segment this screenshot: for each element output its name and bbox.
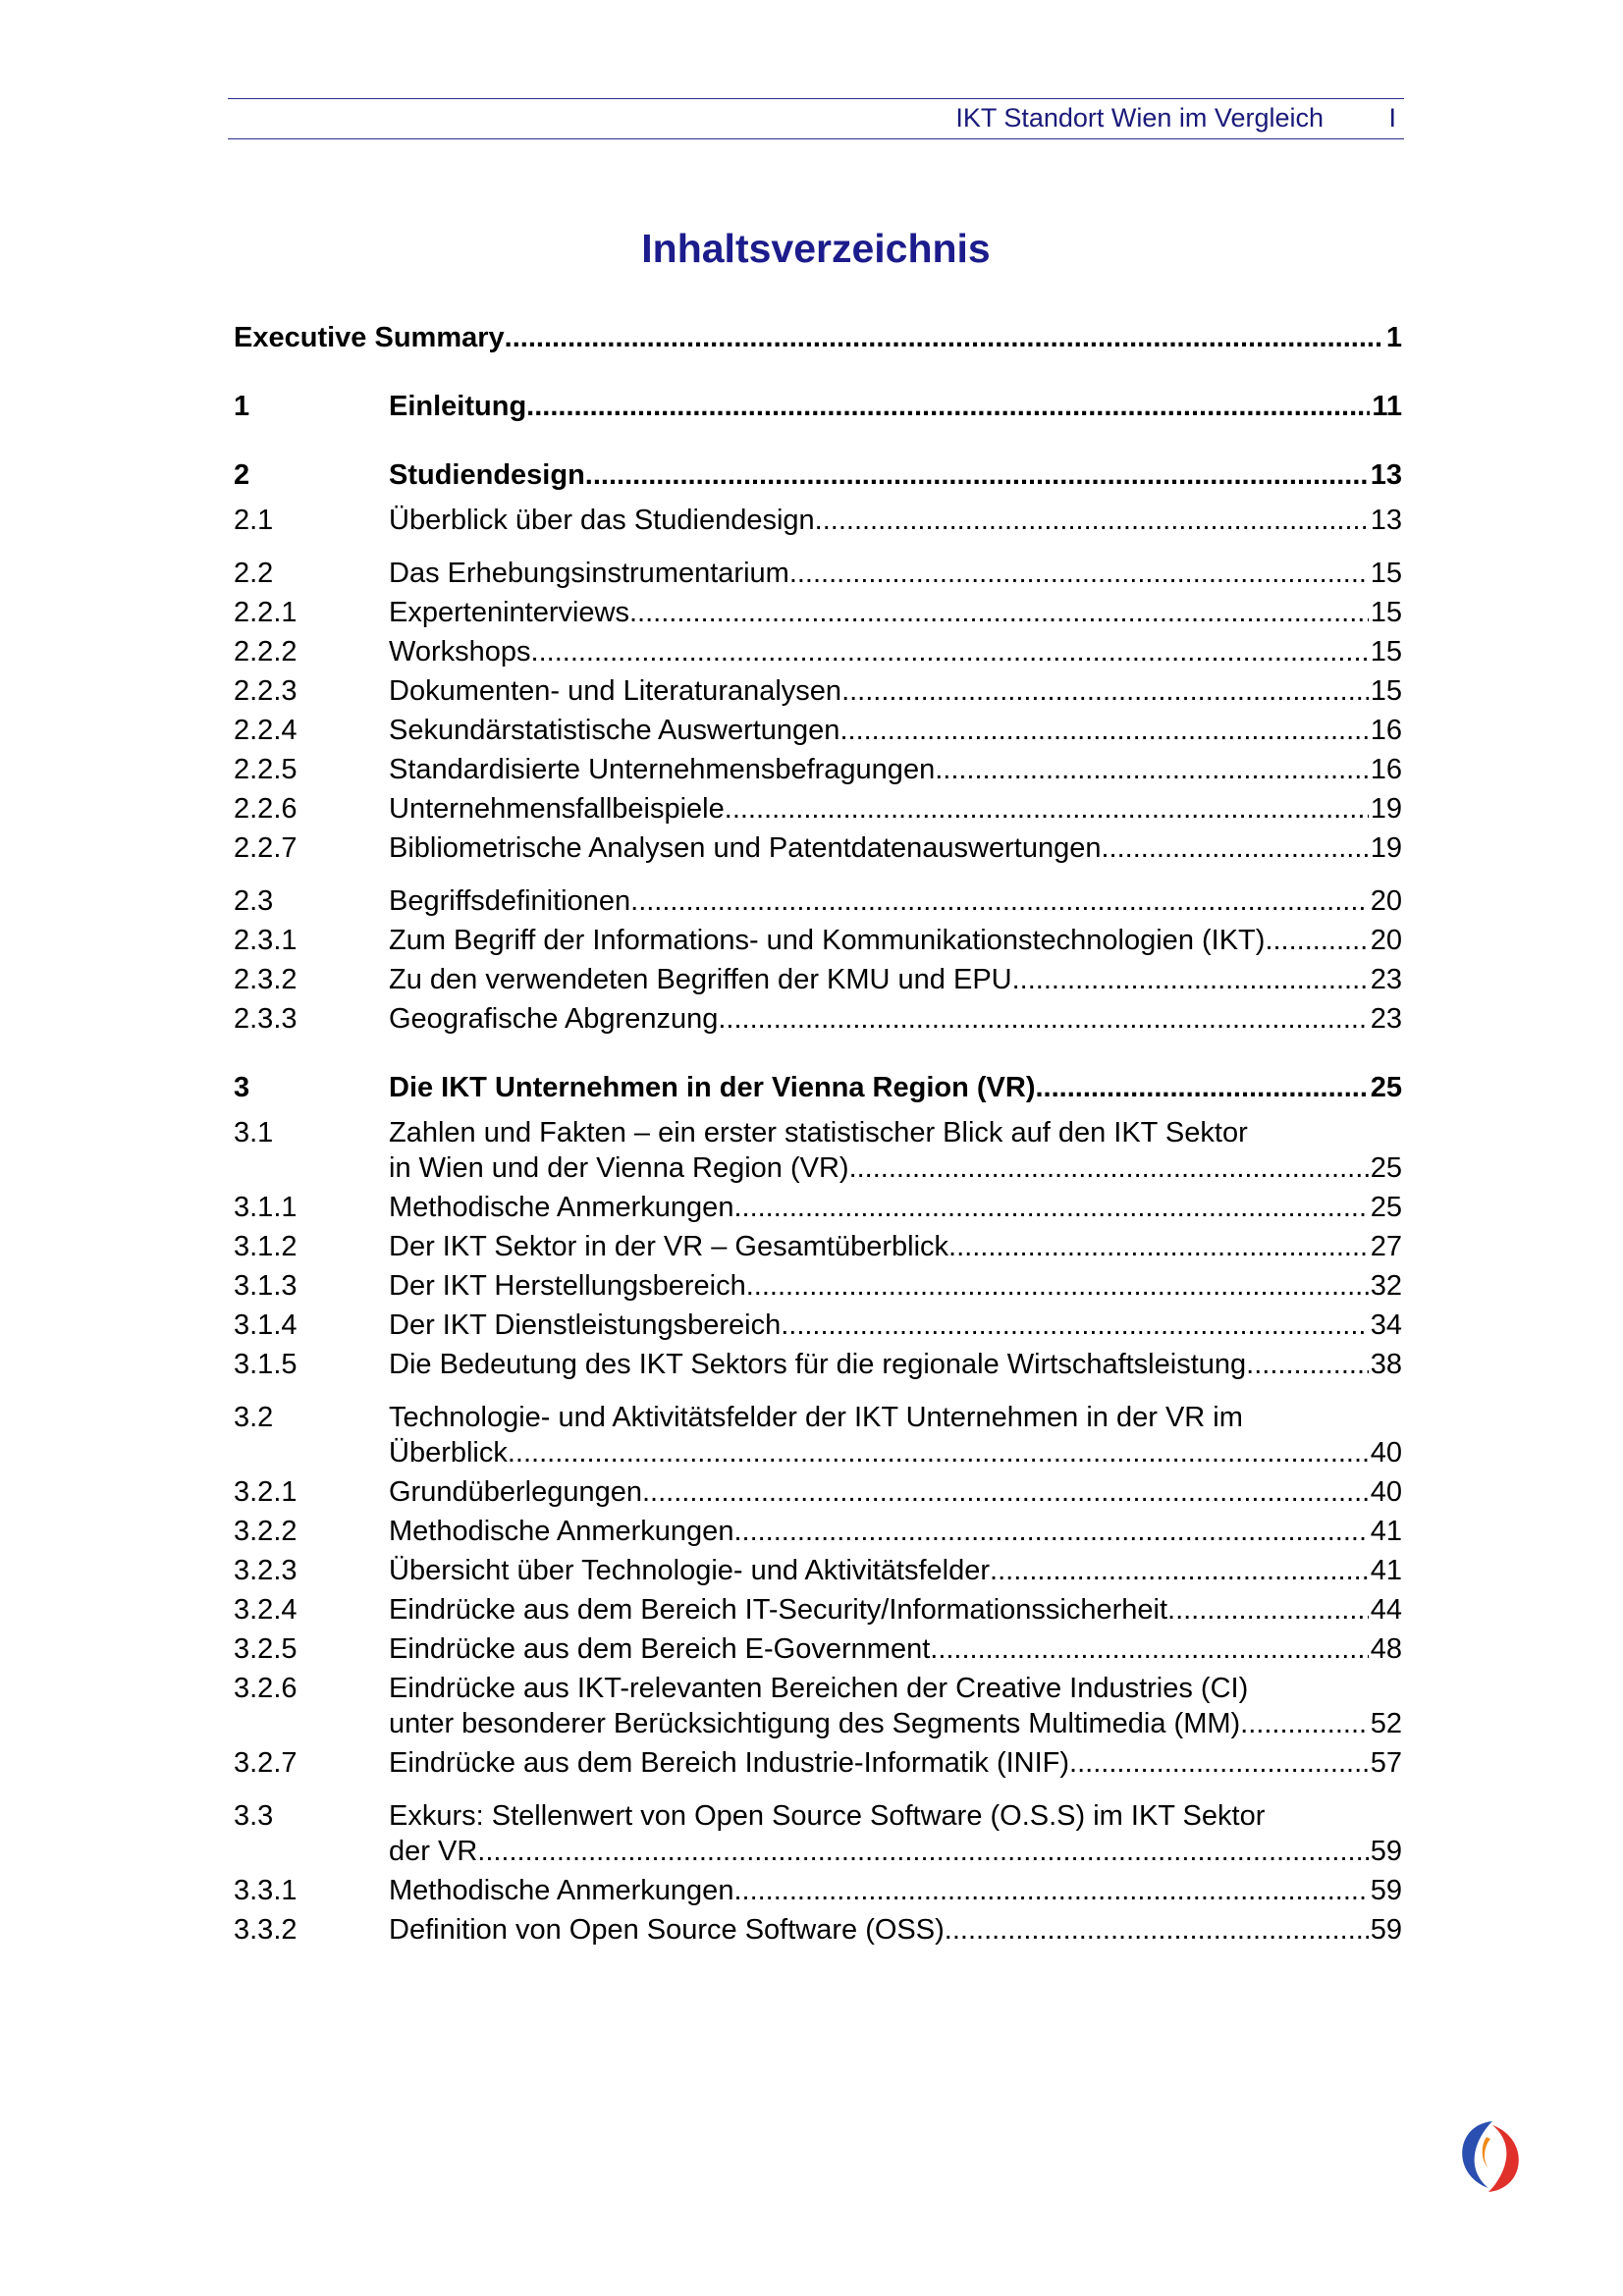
- toc-entry[interactable]: [234, 1115, 1402, 1186]
- toc-entry-title: Experteninterviews: [389, 597, 629, 628]
- toc-entry-number: 3.2.6: [234, 1673, 298, 1704]
- toc-entry[interactable]: [234, 1631, 1402, 1667]
- toc-dot-leader: [1265, 923, 1368, 958]
- toc-entry[interactable]: [234, 1671, 1402, 1741]
- toc-entry[interactable]: [234, 320, 1402, 355]
- toc-entry-title: Unternehmensfallbeispiele: [389, 793, 725, 825]
- toc-entry[interactable]: [234, 556, 1402, 591]
- toc-entry-number: 2.3.2: [234, 964, 298, 995]
- toc-entry-page: 20: [1370, 885, 1402, 917]
- toc-entry[interactable]: [234, 634, 1402, 669]
- toc-entry-title: Zum Begriff der Informations- und Kommunikationstechnologien (IKT): [389, 925, 1266, 956]
- page-title: Inhaltsverzeichnis: [641, 226, 991, 271]
- toc-entry-page: 25: [1370, 1152, 1402, 1184]
- toc-dot-leader: [1012, 962, 1369, 997]
- toc-entry-number: 3.1.3: [234, 1270, 298, 1302]
- toc-entry-title: Geografische Abgrenzung: [389, 1003, 719, 1035]
- toc-entry[interactable]: [234, 1070, 1402, 1105]
- toc-entry-title: Eindrücke aus dem Bereich Industrie-Informatik (INIF): [389, 1747, 1070, 1779]
- toc-entry-number: 2.3: [234, 885, 274, 917]
- toc-entry[interactable]: [234, 503, 1402, 538]
- toc-entry-page: 34: [1370, 1309, 1402, 1341]
- toc-dot-leader: [642, 1474, 1369, 1510]
- toc-entry[interactable]: [234, 883, 1402, 919]
- toc-entry-title: Der IKT Dienstleistungsbereich: [389, 1309, 782, 1341]
- toc-entry-title: Dokumenten- und Literaturanalysen: [389, 675, 842, 707]
- toc-entry-page: 25: [1370, 1192, 1402, 1223]
- toc-entry-page: 23: [1370, 964, 1402, 995]
- toc-entry-number: 3.2.4: [234, 1594, 298, 1626]
- toc-entry-title: Grundüberlegungen: [389, 1476, 642, 1508]
- toc-entry-title: Eindrücke aus dem Bereich E-Government: [389, 1633, 931, 1665]
- toc-entry-page: 15: [1370, 558, 1402, 589]
- toc-entry-page: 40: [1370, 1437, 1402, 1468]
- toc-entry[interactable]: [234, 830, 1402, 866]
- toc-entry-page: 59: [1370, 1914, 1402, 1946]
- toc-entry-title-line1: Zahlen und Fakten – ein erster statistischer Blick auf den IKT Sektor: [389, 1117, 1248, 1148]
- toc-entry-title: Bibliometrische Analysen und Patentdatenauswertungen: [389, 832, 1102, 864]
- toc-entry-title: Definition von Open Source Software (OSS): [389, 1914, 945, 1946]
- toc-entry-number: 2.2.5: [234, 754, 298, 785]
- toc-entry-number: 3.2.1: [234, 1476, 298, 1508]
- toc-dot-leader: [733, 1190, 1368, 1225]
- toc-dot-leader: [477, 1834, 1368, 1869]
- publisher-logo-icon: [1453, 2115, 1524, 2198]
- toc-entry[interactable]: [234, 1553, 1402, 1588]
- toc-entry-page: 19: [1370, 793, 1402, 825]
- toc-entry[interactable]: [234, 1229, 1402, 1264]
- toc-entry-title: Eindrücke aus dem Bereich IT-Security/Informationssicherheit: [389, 1594, 1168, 1626]
- toc-entry-page: 20: [1370, 925, 1402, 956]
- toc-entry-page: 13: [1370, 505, 1402, 536]
- toc-entry-title: Begriffsdefinitionen: [389, 885, 631, 917]
- toc-entry-title: Übersicht über Technologie- und Aktivitätsfelder: [389, 1555, 991, 1586]
- toc-dot-leader: [930, 1631, 1368, 1667]
- toc-entry-number: 2: [234, 459, 250, 491]
- toc-entry[interactable]: [234, 962, 1402, 997]
- toc-entry-page: 41: [1370, 1516, 1402, 1547]
- toc-entry-title: Standardisierte Unternehmensbefragungen: [389, 754, 936, 785]
- toc-entry-title-line1: Exkurs: Stellenwert von Open Source Software (O.S.S) im IKT Sektor: [389, 1800, 1266, 1832]
- toc-entry-number: 3.1.2: [234, 1231, 298, 1262]
- toc-dot-leader: [733, 1514, 1368, 1549]
- toc-dot-leader: [746, 1268, 1369, 1304]
- toc-entry-title: Einleitung: [389, 391, 527, 422]
- toc-dot-leader: [508, 1435, 1369, 1470]
- toc-dot-leader: [1036, 1070, 1369, 1105]
- toc-entry[interactable]: [234, 713, 1402, 748]
- toc-entry-number: 2.3.1: [234, 925, 298, 956]
- toc-entry-page: 57: [1370, 1747, 1402, 1779]
- toc-entry-page: 44: [1370, 1594, 1402, 1626]
- toc-entry-number: 3.1.1: [234, 1192, 298, 1223]
- toc-entry-title: Studiendesign: [389, 459, 585, 491]
- toc-entry-title: Methodische Anmerkungen: [389, 1516, 734, 1547]
- toc-entry-title: Der IKT Sektor in der VR – Gesamtüberblick: [389, 1231, 949, 1262]
- toc-entry-number: 2.2.4: [234, 715, 298, 746]
- toc-dot-leader: [1240, 1706, 1369, 1741]
- toc-entry[interactable]: [234, 1400, 1402, 1470]
- toc-entry-number: 3.1.5: [234, 1349, 298, 1380]
- toc-dot-leader: [849, 1150, 1369, 1186]
- toc-dot-leader: [630, 883, 1369, 919]
- toc-entry-number: 2.1: [234, 505, 274, 536]
- toc-entry-number: 1: [234, 391, 250, 422]
- toc-entry-title-line1: Technologie- und Aktivitätsfelder der IKT Unternehmen in der VR im: [389, 1402, 1243, 1433]
- toc-entry-title: in Wien und der Vienna Region (VR): [389, 1152, 849, 1184]
- toc-entry-page: 13: [1370, 459, 1402, 491]
- toc-dot-leader: [1101, 830, 1368, 866]
- toc-entry-page: 32: [1370, 1270, 1402, 1302]
- toc-entry-page: 41: [1370, 1555, 1402, 1586]
- toc-entry-title: Der IKT Herstellungsbereich: [389, 1270, 746, 1302]
- toc-entry[interactable]: [234, 389, 1402, 424]
- toc-entry-title: Das Erhebungsinstrumentarium: [389, 558, 789, 589]
- toc-entry-page: 16: [1370, 715, 1402, 746]
- toc-entry-number: 2.2.7: [234, 832, 298, 864]
- toc-entry-number: 3.1.4: [234, 1309, 298, 1341]
- toc-dot-leader: [815, 503, 1369, 538]
- toc-entry[interactable]: [234, 1745, 1402, 1781]
- toc-entry-title: Die IKT Unternehmen in der Vienna Region (VR): [389, 1072, 1036, 1103]
- toc-dot-leader: [733, 1873, 1368, 1908]
- toc-dot-leader: [789, 556, 1369, 591]
- toc-entry-page: 15: [1370, 597, 1402, 628]
- running-header-title: IKT Standort Wien im Vergleich: [955, 103, 1324, 133]
- toc-dot-leader: [1167, 1592, 1369, 1628]
- toc-entry[interactable]: [234, 923, 1402, 958]
- toc-dot-leader: [990, 1553, 1369, 1588]
- toc-dot-leader: [945, 1912, 1369, 1948]
- toc-entry-number: 3.2.2: [234, 1516, 298, 1547]
- toc-entry-page: 52: [1370, 1708, 1402, 1739]
- toc-entry-number: 3.2.7: [234, 1747, 298, 1779]
- toc-dot-leader: [725, 791, 1369, 827]
- toc-entry-page: 15: [1370, 636, 1402, 667]
- toc-entry[interactable]: [234, 673, 1402, 709]
- toc-entry-title: Methodische Anmerkungen: [389, 1192, 734, 1223]
- toc-entry-title: Überblick: [389, 1437, 508, 1468]
- running-header-page-number: I: [1388, 103, 1396, 133]
- toc-dot-leader: [839, 713, 1368, 748]
- toc-entry[interactable]: [234, 1001, 1402, 1037]
- toc-entry-page: 27: [1370, 1231, 1402, 1262]
- toc-entry-title-line1: Eindrücke aus IKT-relevanten Bereichen der Creative Industries (CI): [389, 1673, 1249, 1704]
- toc-dot-leader: [935, 752, 1369, 787]
- toc-entry-number: 2.2.1: [234, 597, 298, 628]
- toc-dot-leader: [505, 320, 1384, 355]
- toc-entry-title: Zu den verwendeten Begriffen der KMU und EPU: [389, 964, 1012, 995]
- toc-entry-page: 25: [1370, 1072, 1402, 1103]
- table-of-contents: [234, 320, 1402, 1948]
- toc-dot-leader: [841, 673, 1369, 709]
- toc-entry-page: 11: [1372, 391, 1402, 422]
- toc-entry-title: unter besonderer Berücksichtigung des Segments Multimedia (MM): [389, 1708, 1241, 1739]
- toc-entry-title: Überblick über das Studiendesign: [389, 505, 815, 536]
- toc-entry[interactable]: [234, 1308, 1402, 1343]
- toc-dot-leader: [526, 389, 1370, 424]
- toc-entry[interactable]: [234, 1190, 1402, 1225]
- toc-entry-page: 19: [1370, 832, 1402, 864]
- toc-dot-leader: [948, 1229, 1369, 1264]
- toc-entry-number: 3: [234, 1072, 250, 1103]
- toc-entry-title: Die Bedeutung des IKT Sektors für die regionale Wirtschaftsleistung: [389, 1349, 1247, 1380]
- toc-entry-page: 38: [1370, 1349, 1402, 1380]
- toc-entry[interactable]: [234, 752, 1402, 787]
- toc-dot-leader: [629, 595, 1369, 630]
- toc-entry-title: der VR: [389, 1836, 478, 1867]
- toc-entry-number: 2.2.3: [234, 675, 298, 707]
- toc-entry-page: 59: [1370, 1875, 1402, 1906]
- toc-entry[interactable]: [234, 1912, 1402, 1948]
- toc-entry-title: Executive Summary: [234, 322, 505, 353]
- running-header: [228, 98, 1404, 139]
- toc-entry[interactable]: [234, 1347, 1402, 1382]
- toc-dot-leader: [1069, 1745, 1369, 1781]
- toc-entry-number: 3.3.1: [234, 1875, 298, 1906]
- toc-entry[interactable]: [234, 1798, 1402, 1869]
- toc-entry-number: 3.1: [234, 1117, 274, 1148]
- toc-entry[interactable]: [234, 1268, 1402, 1304]
- toc-entry-number: 3.2: [234, 1402, 274, 1433]
- toc-entry[interactable]: [234, 791, 1402, 827]
- toc-entry[interactable]: [234, 1514, 1402, 1549]
- toc-dot-leader: [1246, 1347, 1369, 1382]
- toc-dot-leader: [585, 457, 1369, 493]
- toc-dot-leader: [718, 1001, 1368, 1037]
- toc-entry-number: 2.2: [234, 558, 274, 589]
- toc-entry[interactable]: [234, 457, 1402, 493]
- toc-entry-page: 23: [1370, 1003, 1402, 1035]
- toc-entry-number: 2.2.2: [234, 636, 298, 667]
- toc-entry[interactable]: [234, 1592, 1402, 1628]
- toc-entry-title: Methodische Anmerkungen: [389, 1875, 734, 1906]
- toc-entry-page: 40: [1370, 1476, 1402, 1508]
- toc-entry-page: 16: [1370, 754, 1402, 785]
- toc-entry-number: 3.2.3: [234, 1555, 298, 1586]
- toc-entry-number: 3.3.2: [234, 1914, 298, 1946]
- toc-entry-title: Workshops: [389, 636, 531, 667]
- toc-dot-leader: [781, 1308, 1369, 1343]
- toc-dot-leader: [531, 634, 1369, 669]
- toc-entry[interactable]: [234, 1873, 1402, 1908]
- toc-entry-page: 15: [1370, 675, 1402, 707]
- toc-entry-number: 2.2.6: [234, 793, 298, 825]
- toc-entry-number: 3.3: [234, 1800, 274, 1832]
- toc-entry[interactable]: [234, 595, 1402, 630]
- toc-entry-page: 59: [1370, 1836, 1402, 1867]
- toc-entry-page: 1: [1385, 322, 1402, 353]
- toc-entry-title: Sekundärstatistische Auswertungen: [389, 715, 840, 746]
- toc-entry-page: 48: [1370, 1633, 1402, 1665]
- toc-entry-number: 2.3.3: [234, 1003, 298, 1035]
- toc-entry[interactable]: [234, 1474, 1402, 1510]
- toc-entry-number: 3.2.5: [234, 1633, 298, 1665]
